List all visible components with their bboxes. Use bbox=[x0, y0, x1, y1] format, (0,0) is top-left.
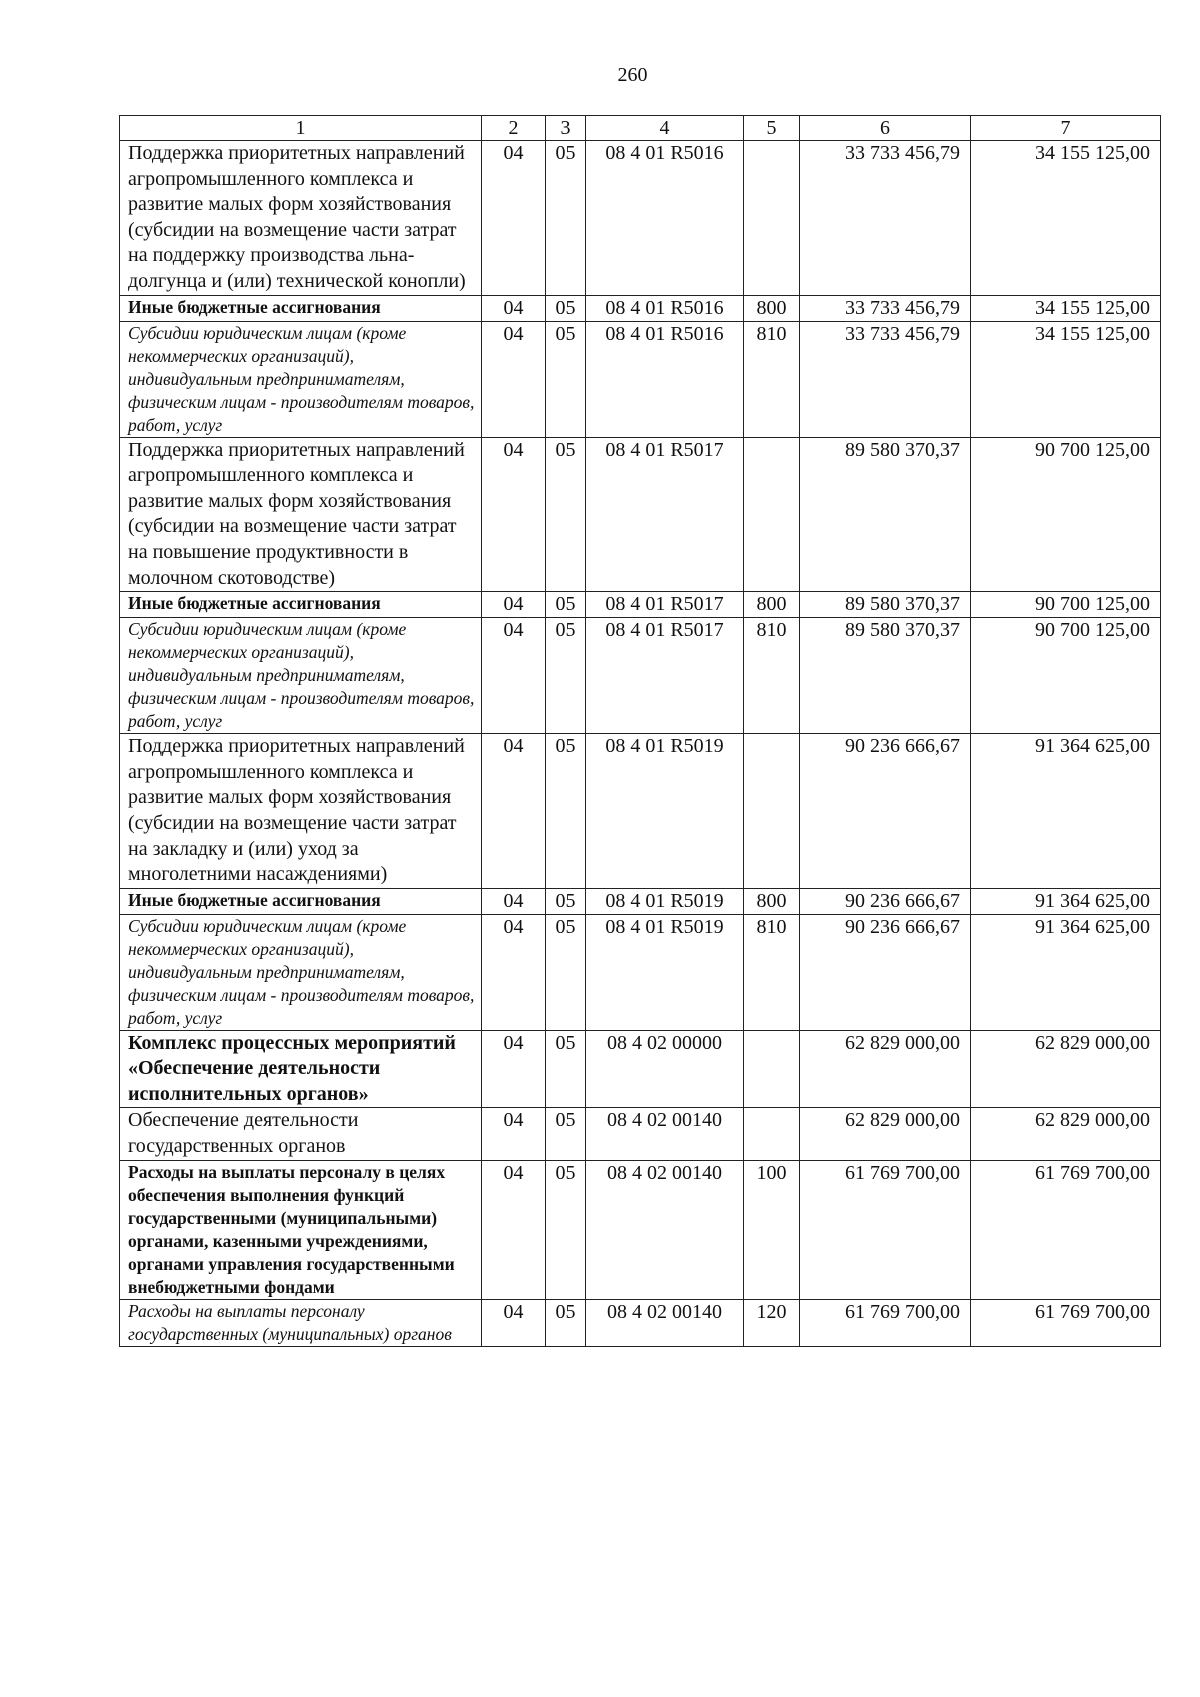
target-article-cell: 08 4 01 R5016 bbox=[586, 321, 744, 437]
subsection-code-cell: 05 bbox=[546, 1030, 586, 1108]
section-code-cell: 04 bbox=[482, 295, 546, 321]
section-code-cell: 04 bbox=[482, 734, 546, 889]
expense-type-cell bbox=[744, 1108, 800, 1160]
subsection-code-cell: 05 bbox=[546, 1299, 586, 1346]
page-number: 260 bbox=[617, 64, 648, 86]
table-row bbox=[120, 1299, 1161, 1346]
section-code-cell: 04 bbox=[482, 914, 546, 1030]
amount-year-2-cell: 90 700 125,00 bbox=[971, 618, 1161, 734]
expense-name-cell: Иные бюджетные ассигнования bbox=[120, 592, 482, 618]
target-article-cell: 08 4 01 R5019 bbox=[586, 734, 744, 889]
section-code-cell: 04 bbox=[482, 618, 546, 734]
target-article-cell: 08 4 01 R5017 bbox=[586, 437, 744, 592]
section-code-cell: 04 bbox=[482, 141, 546, 296]
expense-name-cell: Субсидии юридическим лицам (кроме некоммерческих организаций), индивидуальным предпринимателям, физическим лицам - производителям товаров, работ, услуг bbox=[120, 914, 482, 1030]
table-row bbox=[120, 734, 1161, 889]
amount-year-1-cell: 33 733 456,79 bbox=[800, 295, 971, 321]
amount-year-2-cell: 91 364 625,00 bbox=[971, 914, 1161, 1030]
column-header: 1 bbox=[120, 116, 482, 141]
section-code-cell: 04 bbox=[482, 437, 546, 592]
expense-type-cell: 800 bbox=[744, 592, 800, 618]
amount-year-2-cell: 34 155 125,00 bbox=[971, 321, 1161, 437]
table-row bbox=[120, 914, 1161, 1030]
column-header: 3 bbox=[546, 116, 586, 141]
table-row bbox=[120, 321, 1161, 437]
column-header: 7 bbox=[971, 116, 1161, 141]
amount-year-1-cell: 89 580 370,37 bbox=[800, 437, 971, 592]
table-row bbox=[120, 1160, 1161, 1299]
target-article-cell: 08 4 01 R5019 bbox=[586, 888, 744, 914]
subsection-code-cell: 05 bbox=[546, 1108, 586, 1160]
column-header: 4 bbox=[586, 116, 744, 141]
expense-name-cell: Иные бюджетные ассигнования bbox=[120, 888, 482, 914]
expense-name-cell: Субсидии юридическим лицам (кроме некоммерческих организаций), индивидуальным предпринимателям, физическим лицам - производителям товаров, работ, услуг bbox=[120, 321, 482, 437]
section-code-cell: 04 bbox=[482, 321, 546, 437]
table-row bbox=[120, 888, 1161, 914]
amount-year-2-cell: 90 700 125,00 bbox=[971, 437, 1161, 592]
amount-year-2-cell: 62 829 000,00 bbox=[971, 1030, 1161, 1108]
amount-year-2-cell: 34 155 125,00 bbox=[971, 141, 1161, 296]
amount-year-1-cell: 90 236 666,67 bbox=[800, 734, 971, 889]
column-header: 2 bbox=[482, 116, 546, 141]
target-article-cell: 08 4 01 R5019 bbox=[586, 914, 744, 1030]
expense-name-cell: Поддержка приоритетных направлений агропромышленного комплекса и развитие малых форм хозяйствования (субсидии на возмещение части затрат на закладку и (или) уход за многолетними насаждениями) bbox=[120, 734, 482, 889]
section-code-cell: 04 bbox=[482, 888, 546, 914]
target-article-cell: 08 4 02 00140 bbox=[586, 1160, 744, 1299]
amount-year-1-cell: 90 236 666,67 bbox=[800, 888, 971, 914]
table-row bbox=[120, 437, 1161, 592]
subsection-code-cell: 05 bbox=[546, 141, 586, 296]
expense-type-cell: 810 bbox=[744, 618, 800, 734]
expense-type-cell bbox=[744, 1030, 800, 1108]
expense-type-cell bbox=[744, 141, 800, 296]
amount-year-1-cell: 90 236 666,67 bbox=[800, 914, 971, 1030]
expense-type-cell: 800 bbox=[744, 888, 800, 914]
expense-name-cell: Субсидии юридическим лицам (кроме некоммерческих организаций), индивидуальным предпринимателям, физическим лицам - производителям товаров, работ, услуг bbox=[120, 618, 482, 734]
amount-year-2-cell: 91 364 625,00 bbox=[971, 734, 1161, 889]
budget-table-body bbox=[120, 116, 1161, 1347]
expense-name-cell: Расходы на выплаты персоналу государственных (муниципальных) органов bbox=[120, 1299, 482, 1346]
subsection-code-cell: 05 bbox=[546, 914, 586, 1030]
section-code-cell: 04 bbox=[482, 1030, 546, 1108]
amount-year-2-cell: 34 155 125,00 bbox=[971, 295, 1161, 321]
table-row bbox=[120, 1030, 1161, 1108]
expense-type-cell: 810 bbox=[744, 914, 800, 1030]
subsection-code-cell: 05 bbox=[546, 437, 586, 592]
budget-table bbox=[119, 115, 1161, 1347]
amount-year-1-cell: 33 733 456,79 bbox=[800, 321, 971, 437]
amount-year-2-cell: 61 769 700,00 bbox=[971, 1299, 1161, 1346]
expense-name-cell: Обеспечение деятельности государственных органов bbox=[120, 1108, 482, 1160]
subsection-code-cell: 05 bbox=[546, 1160, 586, 1299]
table-row bbox=[120, 618, 1161, 734]
expense-name-cell: Расходы на выплаты персоналу в целях обеспечения выполнения функций государственными (муниципальными) органами, казенными учреждениями, органами управления государственными внебюджетными фондами bbox=[120, 1160, 482, 1299]
expense-type-cell bbox=[744, 734, 800, 889]
amount-year-1-cell: 62 829 000,00 bbox=[800, 1030, 971, 1108]
subsection-code-cell: 05 bbox=[546, 888, 586, 914]
target-article-cell: 08 4 01 R5017 bbox=[586, 618, 744, 734]
expense-type-cell: 100 bbox=[744, 1160, 800, 1299]
amount-year-2-cell: 90 700 125,00 bbox=[971, 592, 1161, 618]
amount-year-1-cell: 89 580 370,37 bbox=[800, 592, 971, 618]
table-row bbox=[120, 1108, 1161, 1160]
table-row bbox=[120, 295, 1161, 321]
expense-type-cell: 120 bbox=[744, 1299, 800, 1346]
amount-year-1-cell: 33 733 456,79 bbox=[800, 141, 971, 296]
amount-year-1-cell: 89 580 370,37 bbox=[800, 618, 971, 734]
subsection-code-cell: 05 bbox=[546, 321, 586, 437]
amount-year-2-cell: 61 769 700,00 bbox=[971, 1160, 1161, 1299]
table-row bbox=[120, 141, 1161, 296]
expense-name-cell: Поддержка приоритетных направлений агропромышленного комплекса и развитие малых форм хозяйствования (субсидии на возмещение части затрат на повышение продуктивности в молочном скотоводстве) bbox=[120, 437, 482, 592]
column-number-row bbox=[120, 116, 1161, 141]
subsection-code-cell: 05 bbox=[546, 618, 586, 734]
amount-year-2-cell: 62 829 000,00 bbox=[971, 1108, 1161, 1160]
target-article-cell: 08 4 01 R5016 bbox=[586, 295, 744, 321]
expense-type-cell: 810 bbox=[744, 321, 800, 437]
section-code-cell: 04 bbox=[482, 1160, 546, 1299]
amount-year-1-cell: 62 829 000,00 bbox=[800, 1108, 971, 1160]
target-article-cell: 08 4 02 00140 bbox=[586, 1108, 744, 1160]
section-code-cell: 04 bbox=[482, 1299, 546, 1346]
subsection-code-cell: 05 bbox=[546, 295, 586, 321]
expense-name-cell: Комплекс процессных мероприятий «Обеспечение деятельности исполнительных органов» bbox=[120, 1030, 482, 1108]
subsection-code-cell: 05 bbox=[546, 592, 586, 618]
expense-name-cell: Поддержка приоритетных направлений агропромышленного комплекса и развитие малых форм хозяйствования (субсидии на возмещение части затрат на поддержку производства льна-долгунца и (или) технической конопли) bbox=[120, 141, 482, 296]
table-row bbox=[120, 592, 1161, 618]
column-header: 5 bbox=[744, 116, 800, 141]
amount-year-1-cell: 61 769 700,00 bbox=[800, 1299, 971, 1346]
target-article-cell: 08 4 01 R5016 bbox=[586, 141, 744, 296]
target-article-cell: 08 4 01 R5017 bbox=[586, 592, 744, 618]
target-article-cell: 08 4 02 00000 bbox=[586, 1030, 744, 1108]
section-code-cell: 04 bbox=[482, 592, 546, 618]
column-header: 6 bbox=[800, 116, 971, 141]
amount-year-2-cell: 91 364 625,00 bbox=[971, 888, 1161, 914]
section-code-cell: 04 bbox=[482, 1108, 546, 1160]
expense-type-cell bbox=[744, 437, 800, 592]
expense-type-cell: 800 bbox=[744, 295, 800, 321]
amount-year-1-cell: 61 769 700,00 bbox=[800, 1160, 971, 1299]
expense-name-cell: Иные бюджетные ассигнования bbox=[120, 295, 482, 321]
subsection-code-cell: 05 bbox=[546, 734, 586, 889]
target-article-cell: 08 4 02 00140 bbox=[586, 1299, 744, 1346]
